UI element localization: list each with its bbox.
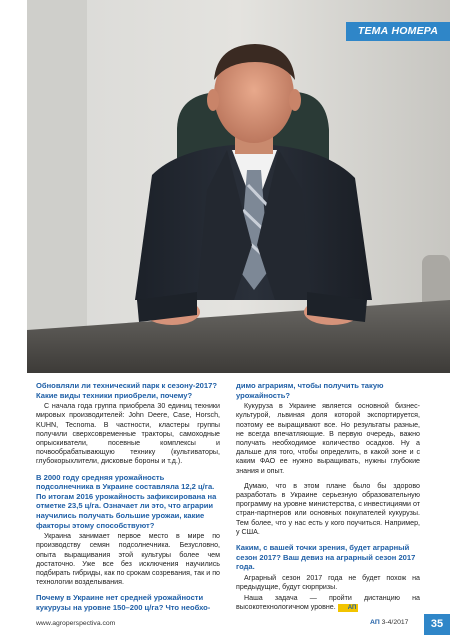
- answer: [236, 402, 420, 476]
- portrait-photo: [27, 0, 450, 373]
- question: [36, 593, 220, 612]
- question-text: Почему в Украине нет средней урожайности кукурузы на уровне 150–200 ц/га? Что необхо-: [36, 593, 211, 612]
- ap-logo-icon: АП: [338, 604, 359, 612]
- footer-issue-number: 3-4/2017: [381, 619, 409, 626]
- answer: [236, 574, 420, 592]
- question: [236, 381, 420, 400]
- answer-text: Наша задача — пройти дистанцию на высокотехнологичном уровне.: [236, 594, 420, 612]
- question-text: Каким, с вашей точки зрения, будет аграрный сезон 2017? Ваш девиз на аграрный сезон 2017 года.: [236, 543, 416, 572]
- question-text: димо аграриям, чтобы получить такую урожайность?: [236, 381, 384, 400]
- article-body: [36, 381, 420, 611]
- section-tag: ТЕМА НОМЕРА: [346, 22, 450, 41]
- answer: [236, 594, 420, 612]
- answer-text: С начала года группа приобрела 30 единиц техники мировых производителей: John Deere, Case, Horsch, KUHN, Tecnoma. В частности, кластеры группы получили сверхсовременные тракторы, самоходные опрыскиватели, посевные комплексы и почвообрабатывающую технику (культиваторы, глубокорыхлители, дисковые бороны и т.д.).: [36, 402, 220, 466]
- right-column: [236, 381, 420, 619]
- page-number: 35: [424, 614, 450, 635]
- question-text: В 2000 году средняя урожайность подсолнечника в Украине составляла 12,2 ц/га. По итогам 2016 урожайность зафиксирована на отметке 23,5 ц/га. Означает ли это, что аграрии научились получать большие урожаи, какие факторы этому способствуют?: [36, 472, 217, 530]
- footer-url[interactable]: www.agroperspectiva.com: [36, 620, 116, 627]
- left-column: [36, 381, 220, 615]
- question: [36, 473, 220, 531]
- answer: [36, 402, 220, 466]
- answer-text: Аграрный сезон 2017 года не будет похож на предыдущие, будут сюрпризы.: [236, 573, 420, 592]
- answer-text: Кукуруза в Украине является основной бизнес-культурой, львиная доля которой экспортируется, поэтому ее выращивают все. Но результаты разные, не всегда впечатляющие. В первую очередь, важно получать необходимое количество осадков. Ну а дальше для того, чтобы определить, в какой зоне и с каким ФАО ее нужно выращивать, нужны глубокие знания и опыт.: [236, 402, 420, 475]
- footer-brand: АП: [370, 619, 380, 626]
- footer-issue: [370, 619, 408, 626]
- question-text: Обновляли ли технический парк к сезону-2017? Какие виды техники приобрели, почему?: [36, 381, 217, 400]
- question: [36, 381, 220, 400]
- answer: [236, 482, 420, 537]
- answer-text: Украина занимает первое место в мире по производству семян подсолнечника. Безусловно, опыта выращивания этой культуры более чем достаточно. Уже все без исключения научились подбирать гибриды, как по срокам созревания, так и по технологии возделывания.: [36, 532, 220, 587]
- answer: [36, 532, 220, 587]
- answer-text: Думаю, что в этом плане было бы здорово разработать в Украине серьезную образовательную программу на уровне министерства, с инвестициями от стран-партнеров или основных покупателей кукурузы. Тем более, что у нас есть у кого поучиться. Например, у США.: [236, 481, 420, 536]
- question: [236, 543, 420, 572]
